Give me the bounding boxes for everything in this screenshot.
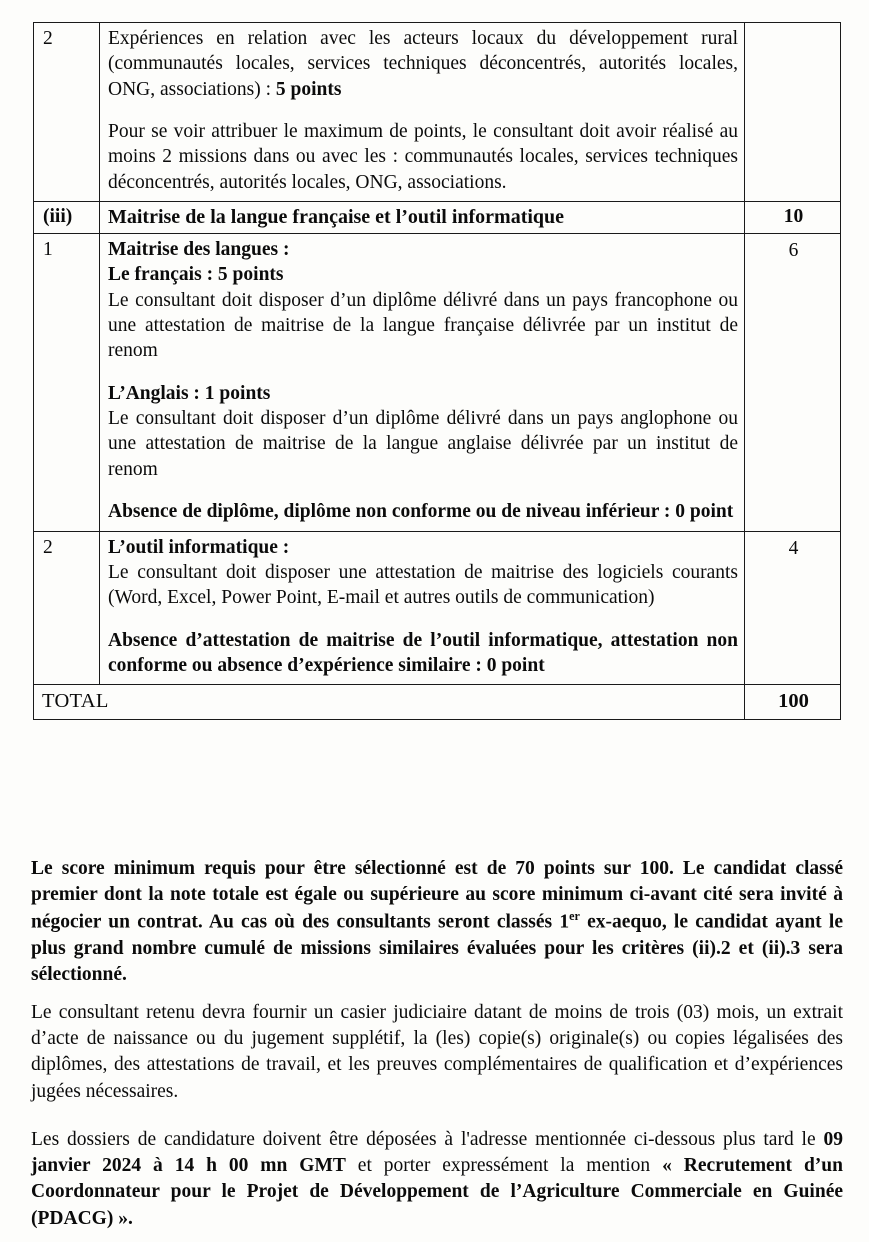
row-number: 1 (34, 234, 100, 531)
paragraph-spacer (108, 482, 738, 499)
row-score: 4 (745, 531, 841, 685)
deadline-text-part2: et porter expressément la mention (345, 1155, 663, 1177)
row-number: 2 (34, 531, 100, 685)
row-content (100, 234, 745, 531)
diploma-absence-penalty: Absence de diplôme, diplôme non conforme ou de niveau inférieur : 0 point (108, 501, 734, 523)
paragraph-spacer (108, 102, 738, 119)
row-content (100, 23, 745, 202)
it-absence-penalty: Absence d’attestation de maitrise de l’outil informatique, attestation non conforme ou absence d’expérience similaire : 0 point (108, 629, 738, 676)
section-title: Maitrise de la langue française et l’outil informatique (100, 202, 745, 234)
french-points-label: Le français : 5 points (108, 264, 284, 286)
row-score: 6 (745, 234, 841, 531)
paragraph-spacer (108, 364, 738, 381)
minimum-score-text-part2: ex-aequo, le candidat ayant le plus grand nombre cumulé de missions similaires évaluées pour les critères (ii).2 et (ii).3 sera sélectionné. (31, 911, 843, 986)
paragraph-spacer (108, 611, 738, 628)
criterion-points: 5 points (275, 78, 342, 100)
minimum-score-paragraph (31, 856, 843, 989)
total-score: 100 (745, 685, 841, 720)
table-section-row (34, 202, 841, 234)
deadline-text-part1: Les dossiers de candidature doivent être déposées à l'adresse mentionnée ci-dessous plus tard le (31, 1129, 824, 1150)
table-row (34, 23, 841, 202)
section-score: 10 (745, 202, 841, 234)
total-label: TOTAL (34, 685, 745, 720)
row-content (100, 531, 745, 685)
application-mention-label: « Recrutement d’un Coordonnateur pour le Projet de Développement de l’Agriculture Commerciale en Guinée (PDACG) ». (31, 1155, 843, 1229)
criterion-text-main: Expériences en relation avec les acteurs locaux du développement rural (communautés locales, services techniques déconcentrés, autorités locales, ONG, associations) : (108, 28, 738, 100)
submission-deadline-paragraph (31, 1127, 843, 1232)
table-row (34, 234, 841, 531)
row-number: 2 (34, 23, 100, 202)
criterion-note: Pour se voir attribuer le maximum de points, le consultant doit avoir réalisé au moins 2 missions dans ou avec les : communautés locales, services techniques déconcentrés, autorités locales, ONG, associations. (108, 121, 738, 193)
english-requirement-text: Le consultant doit disposer d’un diplôme délivré dans un pays anglophone ou une attestation de maitrise de la langue anglaise délivrée par un institut de renom (108, 408, 738, 480)
ordinal-suffix: er (569, 909, 580, 924)
english-points-label: L’Anglais : 1 points (108, 382, 271, 404)
it-heading: L’outil informatique : (108, 536, 290, 558)
minimum-score-text-part1: Le score minimum requis pour être sélectionné est de 70 points sur 100. Le candidat classé premier dont la note totale est égale ou supérieure au score minimum ci-avant cité sera invité à négocier un contrat. Au cas où des consultants seront classés 1 (31, 858, 843, 933)
row-score (745, 23, 841, 202)
table-row (34, 531, 841, 685)
deadline-date: 09 janvier 2024 à 14 h 00 mn GMT (31, 1129, 843, 1177)
criterion-text (108, 26, 738, 102)
french-requirement-text: Le consultant doit disposer d’un diplôme délivré dans un pays francophone ou une attestation de maitrise de la langue française délivrée par un institut de renom (108, 289, 738, 362)
evaluation-criteria-table (33, 22, 841, 720)
required-documents-paragraph: Le consultant retenu devra fournir un casier judiciaire datant de moins de trois (03) mois, un extrait d’acte de naissance ou du jugement supplétif, la (les) copie(s) originale(s) ou copies légalisées des diplômes, des attestations de travail, et les preuves complémentaires de qualification et d’expériences jugées nécessaires. (31, 1002, 843, 1102)
it-requirement-text: Le consultant doit disposer une attestation de maitrise des logiciels courants (Word, Excel, Power Point, E-mail et autres outils de communication) (108, 561, 738, 609)
table-total-row (34, 685, 841, 720)
subcriterion-heading: Maitrise des langues : (108, 239, 290, 261)
section-number: (iii) (34, 202, 100, 234)
